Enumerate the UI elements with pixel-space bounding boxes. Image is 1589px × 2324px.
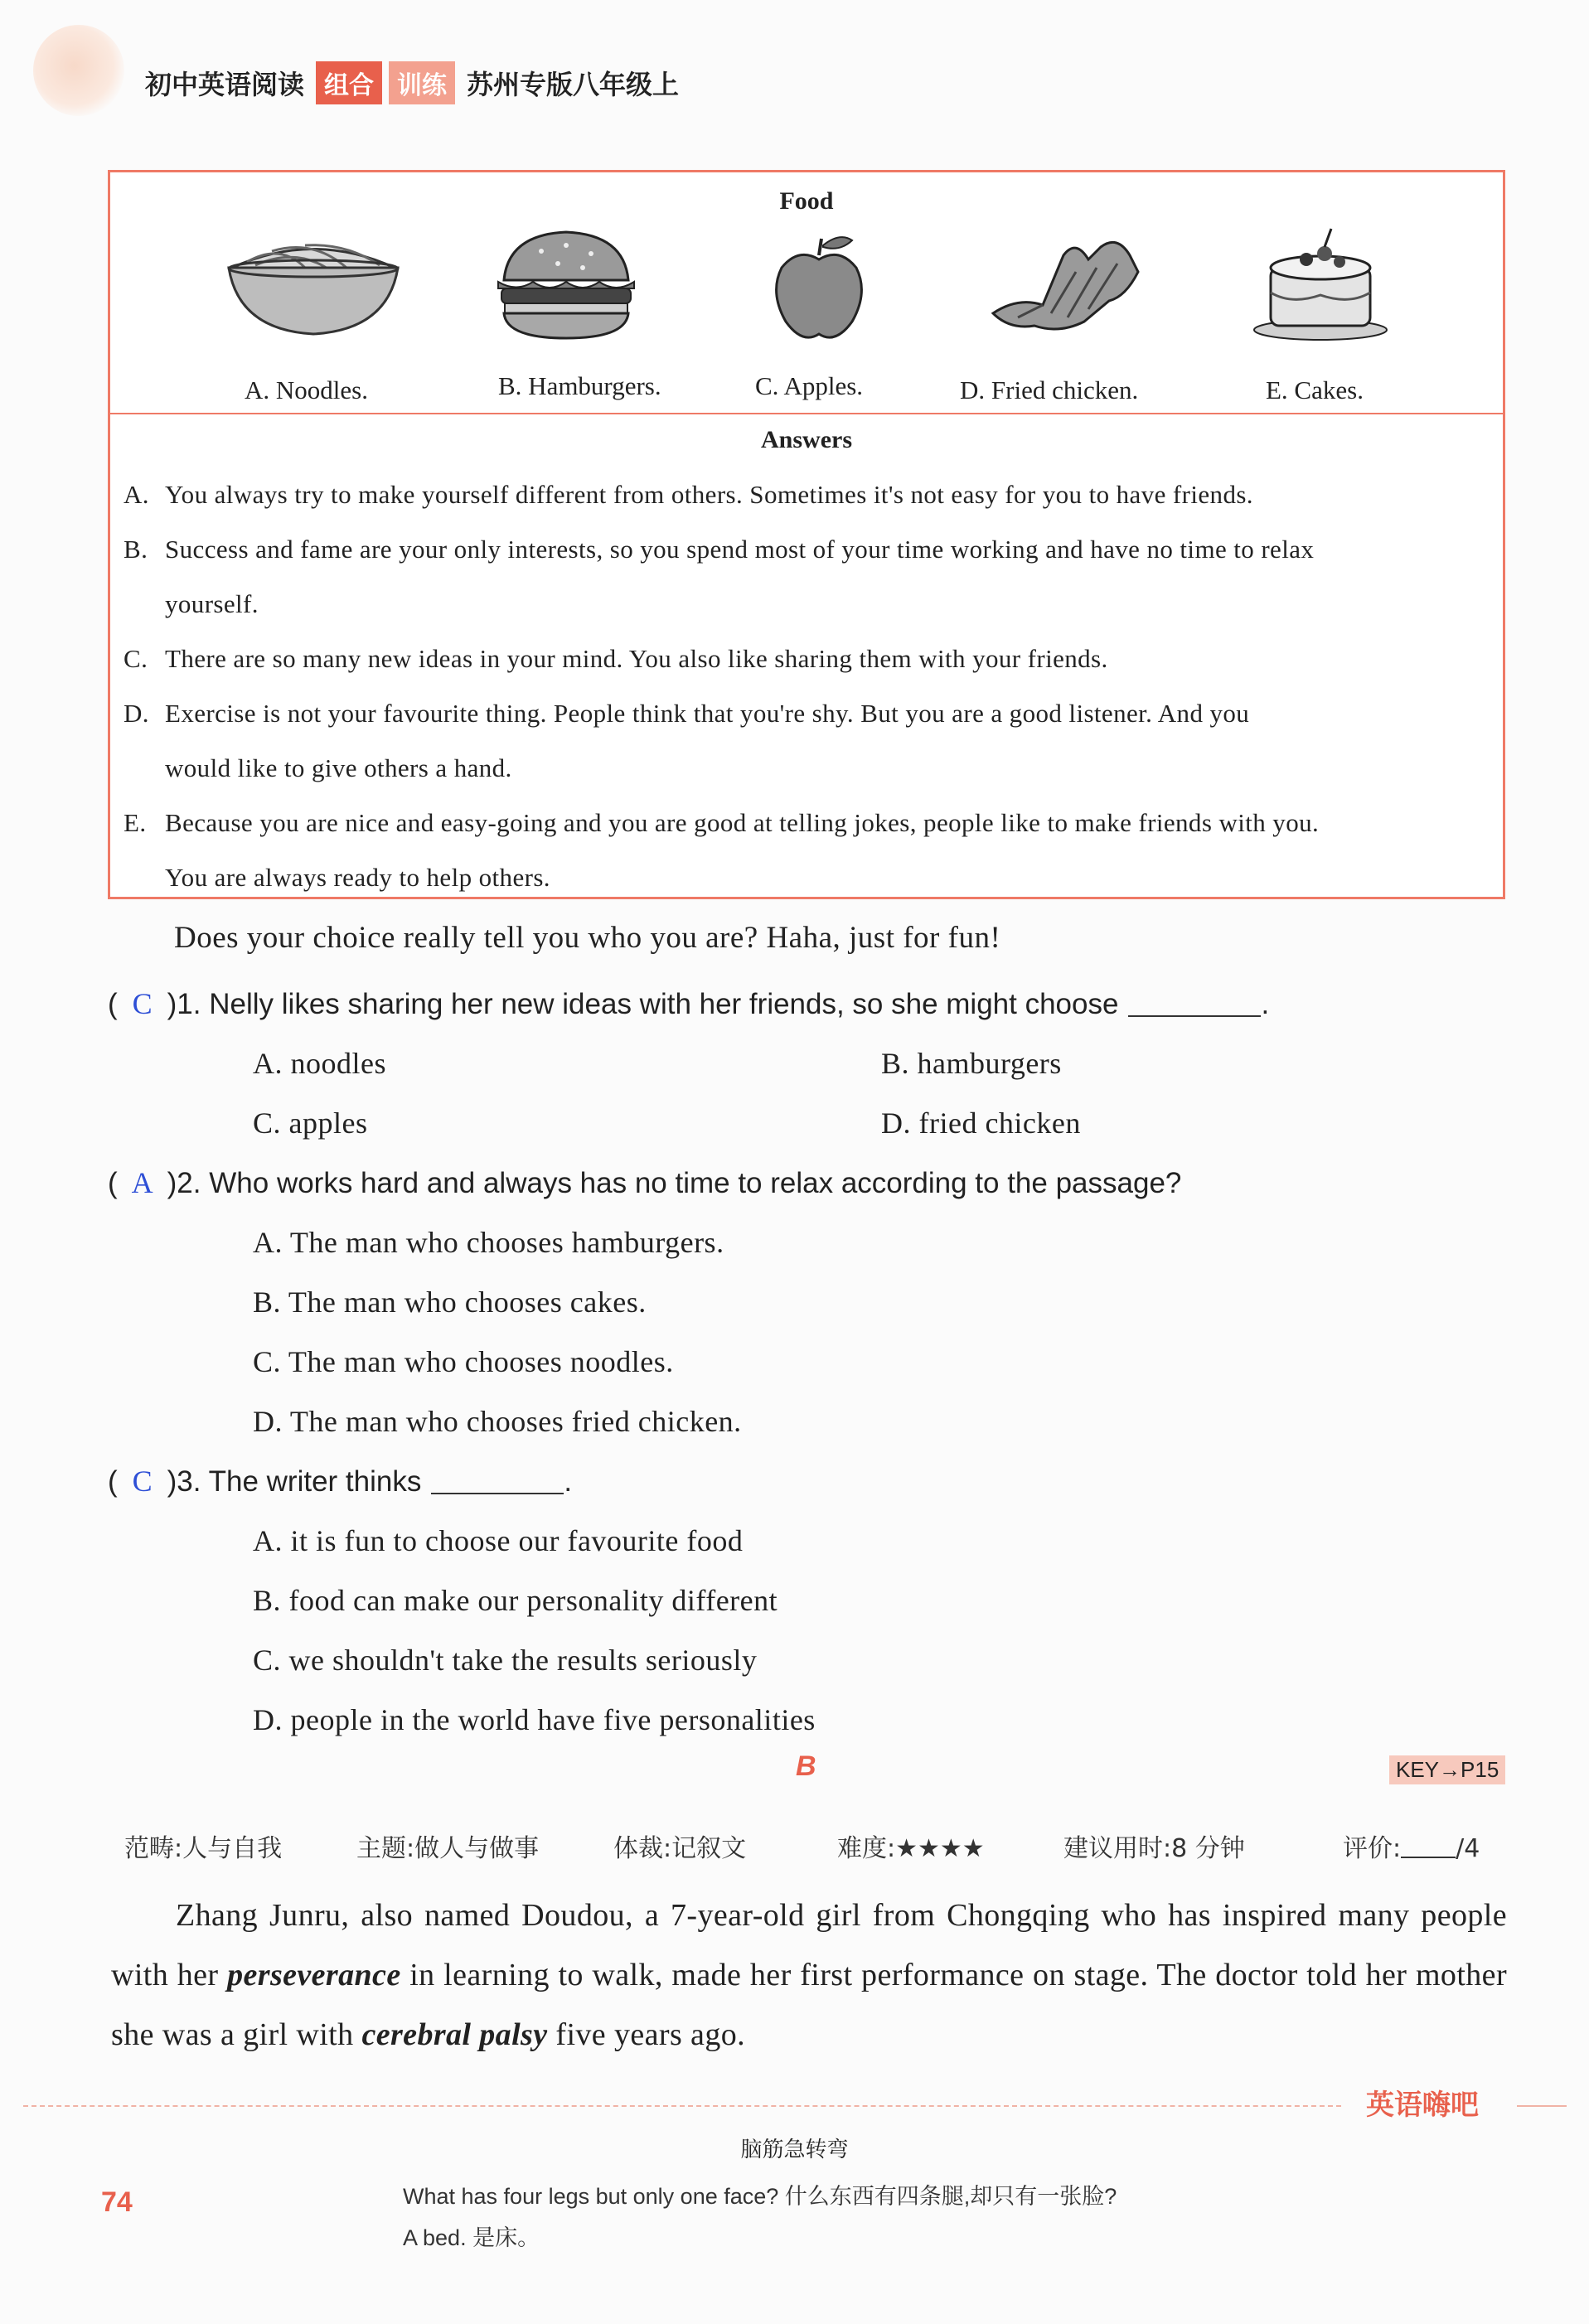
food-item-noodles [189,222,438,346]
answer-text: You always try to make yourself different from others. Sometimes it's not easy for you to have friends. [165,480,1253,509]
meta-score-label: 评价: [1343,1834,1402,1863]
answer-text-cont: would like to give others a hand. [165,753,512,782]
meta-score-total: /4 [1456,1834,1480,1863]
meta-difficulty: 难度:★★★★ [837,1834,985,1863]
answer-text-cont: yourself. [165,589,259,618]
passage-text: in learning to walk, made her first performance on stage. The doctor told her mother she was a girl with [111,1958,1507,2052]
q3-option-a: A. it is fun to choose our favourite food [253,1524,744,1557]
answer-key: D. [124,699,149,728]
q2-option-b: B. The man who chooses cakes. [253,1285,647,1319]
answer-key: C. [124,644,148,673]
footer-divider-end [1517,2105,1567,2107]
book-logo [33,25,124,116]
q3-option-b: B. food can make our personality different [253,1584,778,1617]
q2-option-c: C. The man who chooses noodles. [253,1345,674,1378]
apple-icon [765,222,873,346]
passage-text: five years ago. [547,2017,746,2052]
answer-key: E. [124,808,147,837]
riddle-title: 脑筋急转弯 [740,2138,849,2162]
meta-genre: 体裁:记叙文 [613,1834,747,1863]
food-title: Food [779,187,834,215]
answer-text: Exercise is not your favourite thing. People think that you're shy. But you are a good listener. And you [165,699,1250,728]
question-1: ( C )1. Nelly likes sharing her new ideas with her friends, so she might choose . [108,987,1270,1020]
header-tag-combo: 组合 [316,61,382,104]
answer-key-ref: KEY→P15 [1389,1755,1505,1784]
answer-blank [431,1468,564,1494]
answer-choice-1: C [132,987,153,1020]
highlight-word: perseverance [227,1958,401,1992]
footer-brand: 英语嗨吧 [1366,2089,1479,2122]
q2-option-d: D. The man who chooses fried chicken. [253,1405,742,1438]
question-end: . [564,1465,573,1498]
score-blank [1401,1835,1456,1858]
food-item-apples [695,222,943,346]
fried-chicken-icon [985,222,1151,346]
food-label-noodles: A. Noodles. [245,375,368,404]
question-number: )1. [167,988,201,1020]
q1-option-d: D. fried chicken [881,1106,1081,1140]
question-number: )2. [167,1167,201,1199]
noodles-bowl-icon [222,222,405,346]
book-title: 初中英语阅读 [145,69,305,100]
food-label-fried-chicken: D. Fried chicken. [960,375,1139,404]
food-item-cakes [1196,222,1445,346]
intro-text: Does your choice really tell you who you are? Haha, just for fun! [174,921,1001,955]
q1-option-a: A. noodles [253,1047,386,1080]
answer-e [124,796,1491,905]
answer-b [124,522,1491,632]
answer-key: A. [124,480,149,509]
food-item-fried-chicken [943,222,1192,346]
food-answers-box [108,170,1505,899]
food-item-hamburgers [442,222,690,346]
answer-d [124,686,1491,796]
answer-text-cont: You are always ready to help others. [165,863,550,892]
answer-text: Success and fame are your only interests, so you spend most of your time working and have no time to relax [165,535,1315,564]
footer-divider [23,2105,1341,2107]
book-edition: 苏州专版八年级上 [467,69,680,100]
meta-category: 范畴:人与自我 [124,1834,283,1863]
q3-option-d: D. people in the world have five personalities [253,1703,816,1736]
answer-text: Because you are nice and easy-going and you are good at telling jokes, people like to make friends with you. [165,808,1320,837]
food-label-hamburgers: B. Hamburgers. [498,371,661,400]
question-text: Who works hard and always has no time to relax according to the passage? [209,1167,1182,1199]
answer-text: There are so many new ideas in your mind. You also like sharing them with your friends. [165,644,1108,673]
meta-time: 建议用时:8 分钟 [1063,1834,1245,1863]
question-number: )3. [167,1465,201,1498]
answer-key: B. [124,535,148,564]
question-text: The writer thinks [208,1465,422,1498]
passage-b [111,1886,1507,2065]
meta-score [1343,1828,1480,1864]
question-2: ( A )2. Who works hard and always has no time to relax according to the passage? [108,1166,1182,1199]
answer-choice-3: C [132,1465,153,1498]
highlight-word: cerebral palsy [361,2017,548,2052]
passage-text: Zhang Junru, also named Doudou, a 7-year-old girl from Chongqing who has inspired many people with her [111,1898,1507,1992]
q1-option-b: B. hamburgers [881,1047,1062,1080]
answer-choice-2: A [131,1166,153,1199]
header-tag-training: 训练 [389,61,455,104]
section-b-label: B [796,1750,816,1782]
page-number: 74 [101,2186,133,2218]
q3-option-c: C. we shouldn't take the results seriously [253,1644,758,1677]
q2-option-a: A. The man who chooses hamburgers. [253,1226,724,1259]
question-text: Nelly likes sharing her new ideas with her friends, so she might choose [209,988,1119,1020]
hamburger-icon [483,222,649,346]
riddle-question: What has four legs but only one face? 什么东西有四条腿,却只有一张脸? [403,2184,1117,2209]
food-answers-divider [110,413,1503,414]
answer-a [124,467,1491,522]
question-end: . [1261,988,1270,1020]
riddle-answer: A bed. 是床。 [403,2225,540,2250]
food-label-apples: C. Apples. [755,371,864,400]
cake-icon [1242,222,1399,346]
meta-theme: 主题:做人与做事 [356,1834,540,1863]
question-3: ( C )3. The writer thinks . [108,1465,573,1498]
answers-title: Answers [761,426,852,453]
page-header [145,62,679,104]
answer-blank [1128,990,1261,1017]
answer-c [124,632,1491,686]
food-label-cakes: E. Cakes. [1266,375,1364,404]
q1-option-c: C. apples [253,1106,368,1140]
